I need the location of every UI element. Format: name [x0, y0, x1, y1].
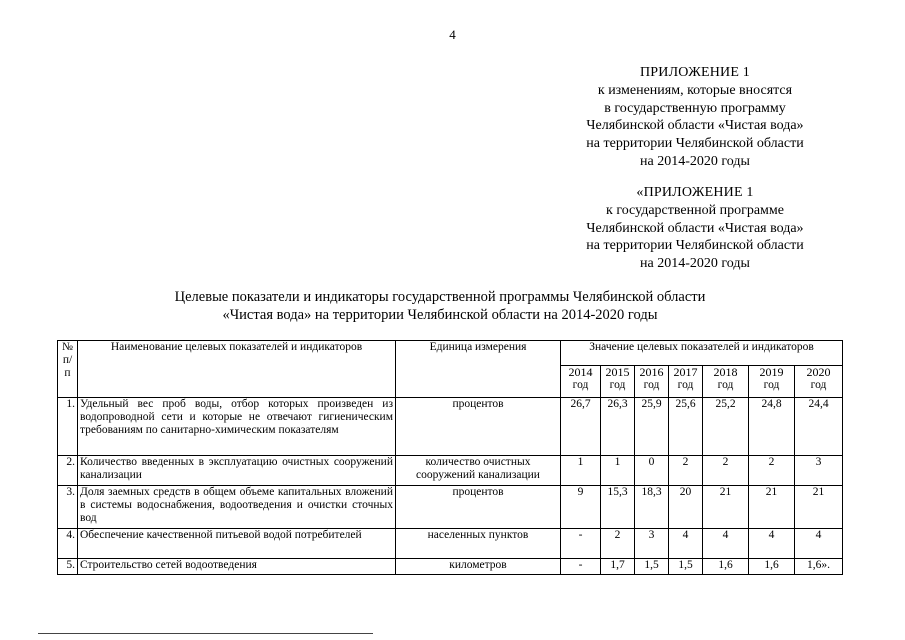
appendix-changes-line: в государственную программу	[604, 100, 786, 116]
row-name: Количество введенных в эксплуатацию очистных сооружений канализации	[78, 456, 396, 486]
row-value: 26,3	[601, 398, 635, 456]
row-value: 4	[669, 529, 703, 559]
row-value: 4	[703, 529, 749, 559]
header-year: 2019 год	[749, 366, 795, 398]
row-name: Строительство сетей водоотведения	[78, 559, 396, 575]
table-title-line: Целевые показатели и индикаторы государственной программы Челябинской области	[174, 289, 706, 305]
row-value: 1,5	[635, 559, 669, 575]
row-num: 2.	[58, 456, 78, 486]
row-unit: количество очистных сооружений канализации	[396, 456, 561, 486]
row-value: 1,6	[703, 559, 749, 575]
header-num: № п/п	[58, 341, 78, 398]
row-num: 3.	[58, 486, 78, 529]
table-row	[58, 559, 843, 575]
row-unit: процентов	[396, 398, 561, 456]
row-value: 1,7	[601, 559, 635, 575]
row-value: 24,8	[749, 398, 795, 456]
row-value: 4	[795, 529, 843, 559]
appendix-program-line: Челябинской области «Чистая вода»	[586, 220, 804, 236]
row-value: 3	[635, 529, 669, 559]
row-value: 21	[795, 486, 843, 529]
appendix-changes-line: Челябинской области «Чистая вода»	[586, 118, 804, 134]
row-value: 21	[703, 486, 749, 529]
appendix-changes-line: на территории Челябинской области	[586, 136, 804, 152]
row-value: 18,3	[635, 486, 669, 529]
row-name: Доля заемных средств в общем объеме капитальных вложений в системы водоснабжения, водоотведения и очистки сточных вод	[78, 486, 396, 529]
table-row	[58, 456, 843, 486]
header-year: 2017 год	[669, 366, 703, 398]
row-value: 9	[561, 486, 601, 529]
appendix-program-title: «ПРИЛОЖЕНИЕ 1	[636, 185, 754, 200]
row-value: 15,3	[601, 486, 635, 529]
row-value: 20	[669, 486, 703, 529]
table-title	[110, 288, 770, 324]
page-number: 4	[449, 27, 456, 42]
row-num: 5.	[58, 559, 78, 575]
row-value: 1,6».	[795, 559, 843, 575]
row-value: 2	[669, 456, 703, 486]
row-value: 3	[795, 456, 843, 486]
table-row	[58, 486, 843, 529]
row-value: 25,2	[703, 398, 749, 456]
header-unit: Единица измерения	[396, 341, 561, 398]
table-row	[58, 529, 843, 559]
header-year: 2016 год	[635, 366, 669, 398]
header-values: Значение целевых показателей и индикаторов	[561, 341, 843, 366]
appendix-changes-title: ПРИЛОЖЕНИЕ 1	[639, 65, 751, 80]
row-value: 1,5	[669, 559, 703, 575]
appendix-program-line: на 2014-2020 годы	[640, 256, 750, 272]
appendix-program-line: на территории Челябинской области	[586, 238, 804, 254]
appendix-program-header	[560, 184, 830, 273]
table-row	[58, 398, 843, 456]
row-value: 1	[561, 456, 601, 486]
row-value: 1,6	[749, 559, 795, 575]
row-value: 25,6	[669, 398, 703, 456]
row-num: 1.	[58, 398, 78, 456]
header-year: 2020 год	[795, 366, 843, 398]
appendix-program-line: к государственной программе	[606, 202, 784, 218]
row-unit: километров	[396, 559, 561, 575]
appendix-changes-line: на 2014-2020 годы	[640, 153, 750, 169]
bottom-divider	[38, 633, 373, 634]
row-unit: населенных пунктов	[396, 529, 561, 559]
table-title-line: «Чистая вода» на территории Челябинской области на 2014-2020 годы	[222, 307, 658, 323]
row-num: 4.	[58, 529, 78, 559]
row-value: -	[561, 529, 601, 559]
row-value: 2	[601, 529, 635, 559]
row-value: 24,4	[795, 398, 843, 456]
row-name: Обеспечение качественной питьевой водой потребителей	[78, 529, 396, 559]
indicators-table	[57, 340, 843, 575]
row-value: 25,9	[635, 398, 669, 456]
row-value: 26,7	[561, 398, 601, 456]
row-unit: процентов	[396, 486, 561, 529]
row-value: 0	[635, 456, 669, 486]
row-value: 21	[749, 486, 795, 529]
header-year: 2015 год	[601, 366, 635, 398]
row-value: -	[561, 559, 601, 575]
row-value: 1	[601, 456, 635, 486]
row-value: 2	[749, 456, 795, 486]
header-name: Наименование целевых показателей и индикаторов	[78, 341, 396, 398]
row-value: 2	[703, 456, 749, 486]
appendix-changes-line: к изменениям, которые вносятся	[597, 82, 793, 98]
header-year: 2014 год	[561, 366, 601, 398]
row-value: 4	[749, 529, 795, 559]
appendix-changes-header	[560, 64, 830, 171]
row-name: Удельный вес проб воды, отбор которых произведен из водопроводной сети и которые не отвечают гигиеническим требованиям по санитарно-химическим показателям	[78, 398, 396, 456]
header-year: 2018 год	[703, 366, 749, 398]
